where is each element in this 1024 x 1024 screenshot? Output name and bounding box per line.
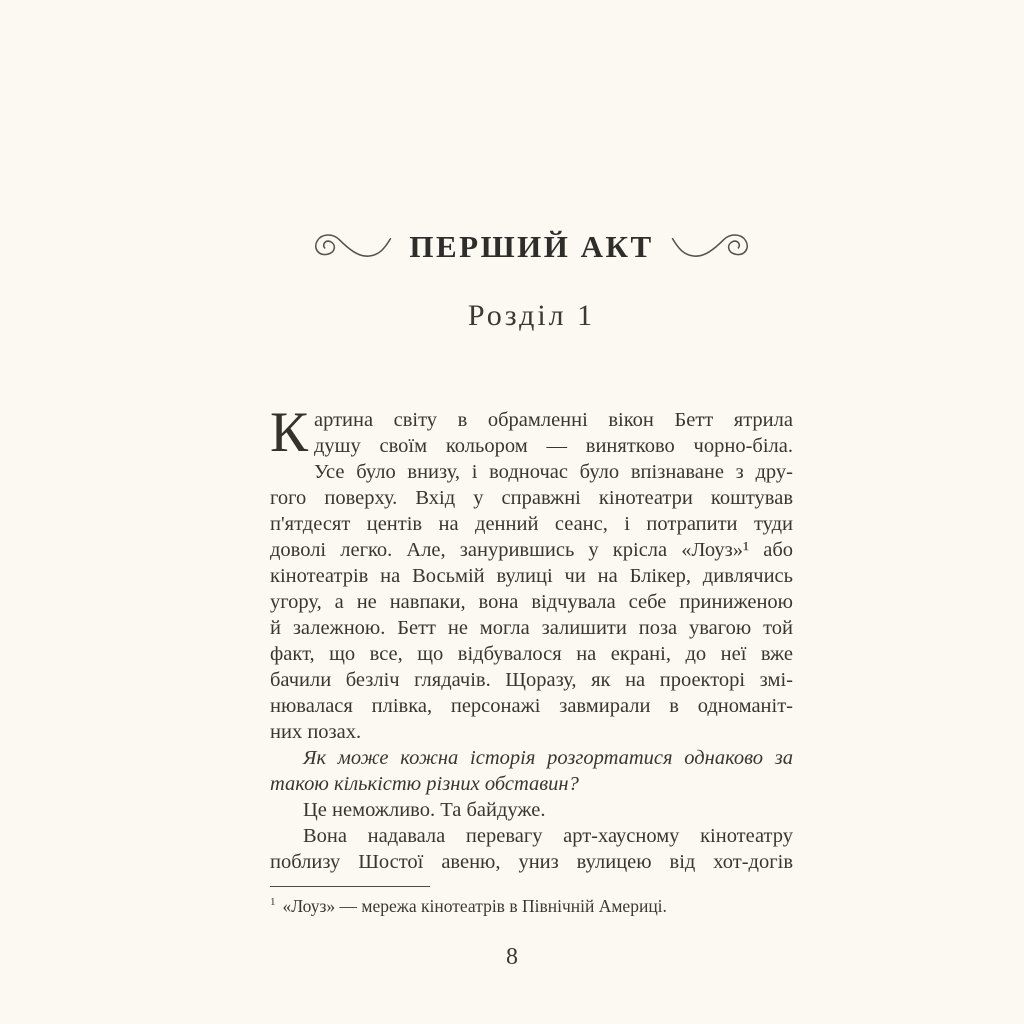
text-line: Це неможливо. Та байдуже.	[303, 799, 546, 821]
paragraph	[270, 823, 793, 875]
footnote-body: «Лоуз» — мережа кінотеатрів в Північній Америці.	[282, 896, 667, 916]
text-line: гого поверху. Вхід у справжні кінотеатри коштував	[270, 487, 793, 509]
footnote-marker: 1	[270, 896, 276, 909]
drop-cap: К	[270, 401, 309, 464]
text-line: п'ятдесят центів на денний сеанс, і потрапити туди	[270, 513, 793, 535]
body-text	[270, 401, 793, 875]
text-line: такою кількістю різних обставин?	[270, 773, 579, 795]
text-line: бачили безліч глядачів. Щоразу, як на проекторі змі-	[270, 669, 793, 691]
text-line: душу своїм кольором — винятково чорно-біла.	[314, 435, 793, 457]
content-column	[270, 0, 793, 918]
text-line: кінотеатрів на Восьмій вулиці чи на Блікер, дивлячись	[270, 565, 793, 587]
footnote-text	[270, 894, 793, 918]
text-line: й залежною. Бетт не могла залишити поза увагою той	[270, 617, 793, 639]
text-line: артина світу в обрамленні вікон Бетт ятрила	[314, 409, 793, 431]
text-line: них позах.	[270, 721, 362, 743]
footnote-rule	[270, 886, 430, 887]
paragraph	[270, 401, 793, 745]
text-line: Вона надавала перевагу арт-хаусному кінотеатру	[303, 825, 793, 847]
paragraph	[270, 797, 793, 823]
paragraph-italic	[270, 745, 793, 797]
text-line: угору, а не навпаки, вона відчувала себе приниженою	[270, 591, 793, 613]
swash-ornament-left-icon	[311, 231, 395, 263]
text-line: поблизу Шостої авеню, униз вулицею від хот-догів	[270, 851, 793, 873]
footnote	[270, 886, 793, 918]
swash-ornament-right-icon	[668, 231, 752, 263]
chapter-title: Розділ 1	[467, 299, 596, 332]
text-line: доволі легко. Але, занурившись у крісла «Лоуз»¹ або	[270, 539, 793, 561]
text-line: Усе було внизу, і водночас було впізнаване з дру-	[314, 461, 793, 483]
act-heading	[270, 229, 793, 265]
page-number: 8	[506, 944, 518, 970]
text-line: Як може кожна історія розгортатися однаково за	[303, 747, 793, 769]
text-line: нювалася плівка, персонажі завмирали в одноманіт-	[270, 695, 793, 717]
act-title: ПЕРШИЙ АКТ	[409, 229, 654, 264]
text-line: факт, що все, що відбувалося на екрані, до неї вже	[270, 643, 793, 665]
